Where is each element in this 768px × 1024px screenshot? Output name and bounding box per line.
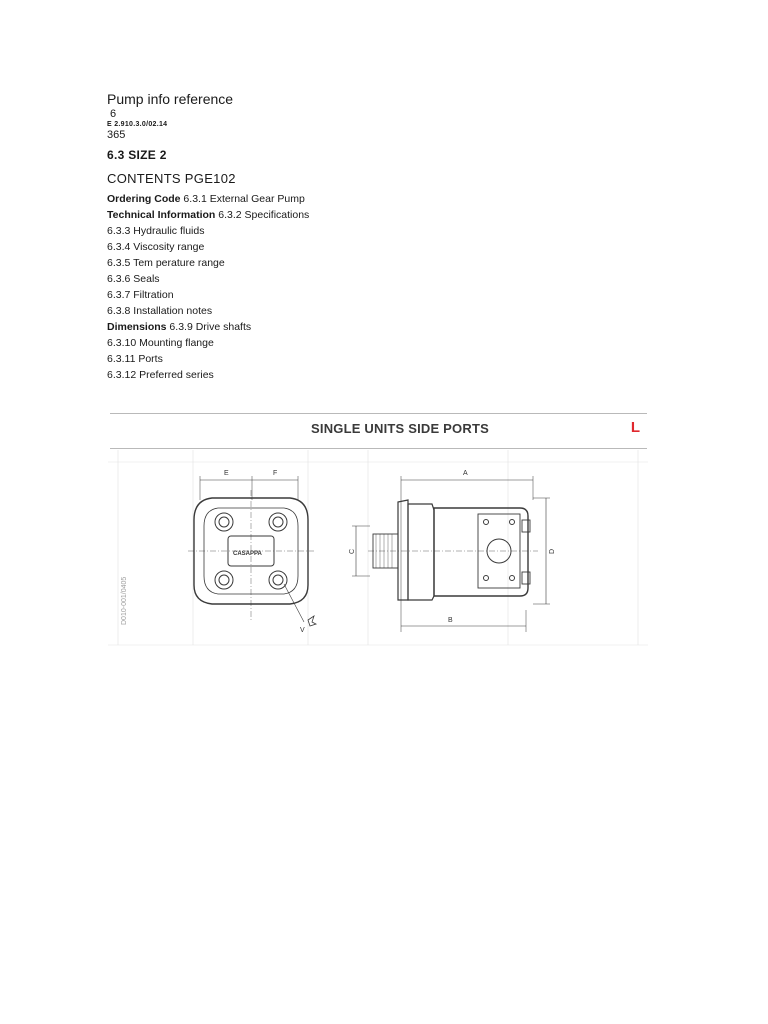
toc-item-label: 6.3.4 Viscosity range: [107, 241, 205, 253]
toc-item[interactable]: [107, 255, 667, 271]
technical-drawing: [108, 450, 648, 650]
toc-group-label: Technical Information: [107, 209, 216, 221]
toc-item[interactable]: [107, 367, 667, 383]
toc-item[interactable]: [107, 207, 667, 223]
figure-title: SINGLE UNITS SIDE PORTS: [311, 421, 489, 436]
drawing-code: D010-001/0405: [121, 576, 128, 625]
reference-title: Pump info reference: [107, 91, 234, 107]
contents-title: CONTENTS PGE102: [107, 171, 236, 186]
dimension-label-d: D: [549, 548, 556, 554]
section-title: 6.3 SIZE 2: [107, 148, 167, 162]
figure-header: [110, 413, 647, 449]
background-grid: [108, 450, 648, 645]
toc-item-label: 6.3.10 Mounting flange: [107, 337, 214, 349]
toc-item[interactable]: [107, 287, 667, 303]
brand-logo-text: CASAPPA: [233, 551, 262, 557]
toc-group-label: Dimensions: [107, 321, 167, 333]
reference-number: 6: [110, 108, 117, 120]
toc-item-label: 6.3.3 Hydraulic fluids: [107, 225, 205, 237]
table-of-contents: [107, 191, 667, 383]
dimension-label-e: E: [224, 470, 229, 477]
toc-item[interactable]: [107, 239, 667, 255]
dimension-label-f: F: [273, 470, 278, 477]
toc-group-label: Ordering Code: [107, 193, 181, 205]
toc-item-label: 6.3.2 Specifications: [215, 209, 310, 221]
toc-item[interactable]: [107, 335, 667, 351]
toc-item-label: 6.3.9 Drive shafts: [166, 321, 252, 333]
toc-item-label: 6.3.1 External Gear Pump: [180, 193, 305, 205]
side-view: [352, 476, 550, 632]
toc-item-label: 6.3.12 Preferred series: [107, 369, 214, 381]
toc-item-label: 6.3.5 Tem perature range: [107, 257, 225, 269]
figure-section-letter: L: [630, 419, 640, 436]
dimension-label-b: B: [448, 617, 453, 624]
toc-item[interactable]: [107, 223, 667, 239]
toc-item-label: 6.3.8 Installation notes: [107, 305, 213, 317]
toc-item[interactable]: [107, 271, 667, 287]
toc-item[interactable]: [107, 191, 667, 207]
pump-dimension-figure: [108, 410, 648, 650]
toc-item[interactable]: [107, 319, 667, 335]
document-body: [107, 90, 667, 383]
reference-page: 365: [107, 129, 126, 141]
dimension-label-v: V: [300, 627, 305, 634]
toc-item-label: 6.3.7 Filtration: [107, 289, 174, 301]
toc-item[interactable]: [107, 351, 667, 367]
dimension-label-a: A: [463, 470, 468, 477]
reference-code: E 2.910.3.0/02.14: [107, 121, 168, 128]
toc-item-label: 6.3.6 Seals: [107, 273, 160, 285]
dimension-label-c: C: [349, 548, 356, 554]
toc-item[interactable]: [107, 303, 667, 319]
toc-item-label: 6.3.11 Ports: [107, 353, 163, 365]
